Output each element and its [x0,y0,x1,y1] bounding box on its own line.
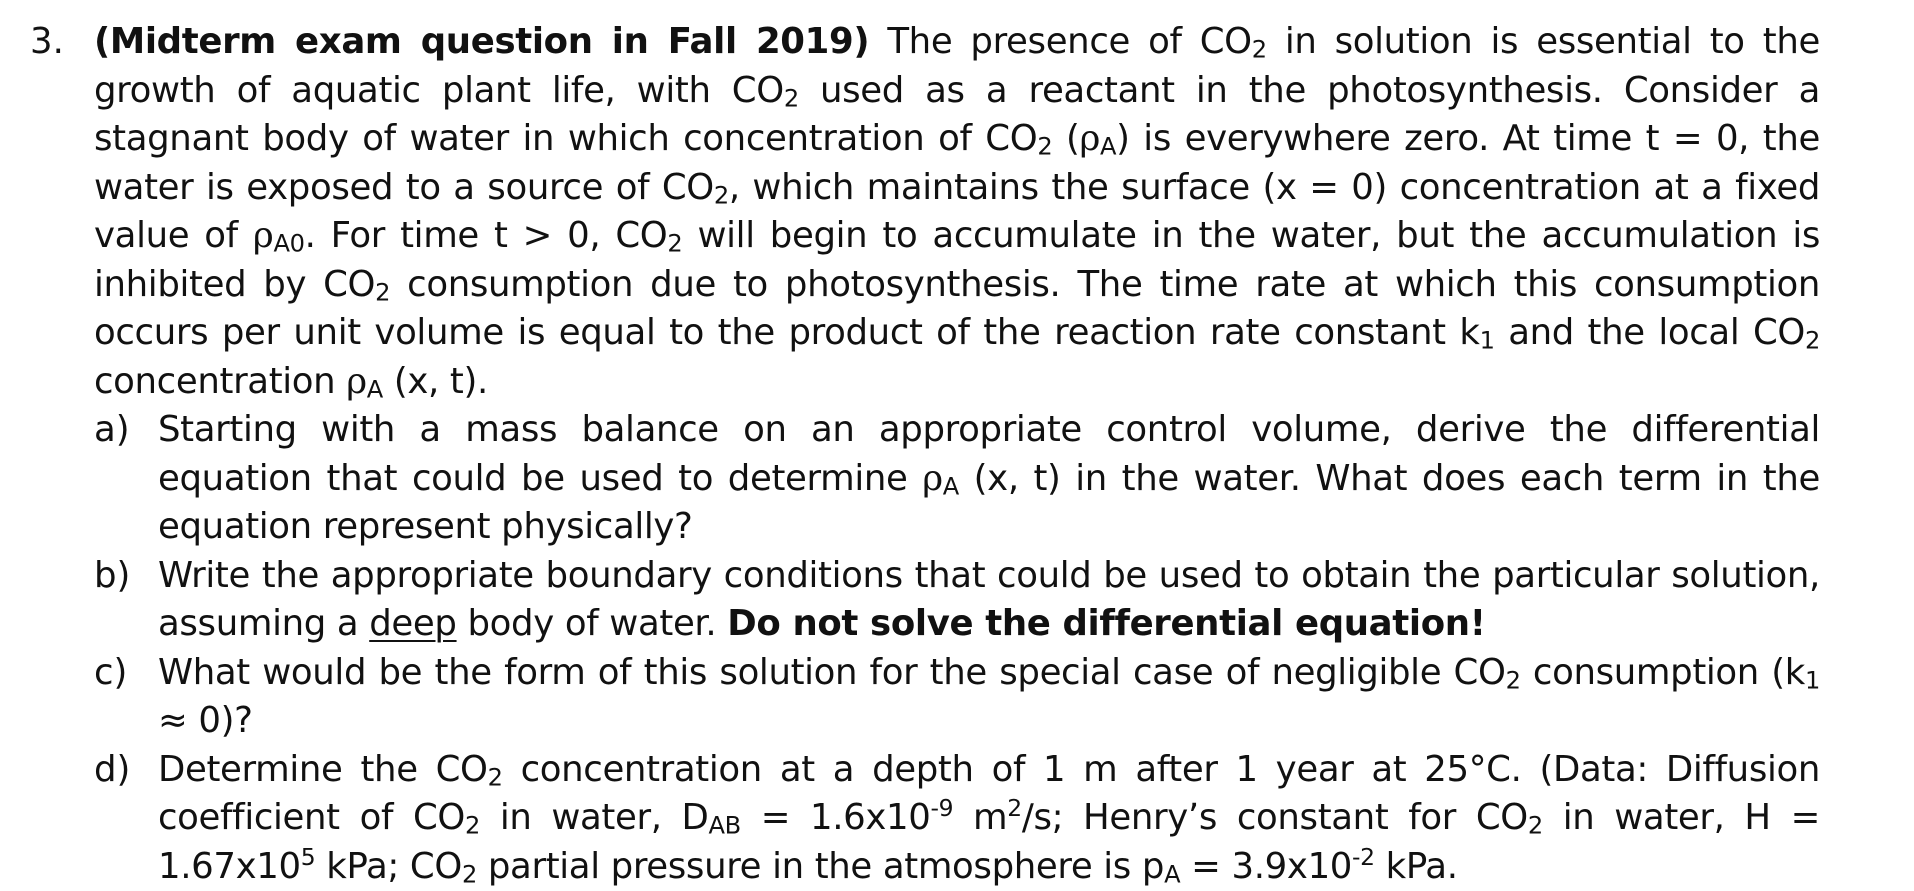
intro-text: used as a reactant in the photosynthesis. Consider a stagnant body of water in which concentration of CO [94,70,1820,160]
intro-text: in solution is essential to the growth of aquatic plant life, with CO [94,21,1820,111]
exam-document [30,18,1820,891]
part-text-run: = 1.6x10 [741,797,931,838]
underlined-word: deep [369,603,456,644]
part-text-run: in water, H = 1.67x10 [158,797,1820,887]
question-parts [94,406,1820,891]
intro-text: , which maintains the surface (x = 0) concentration at a fixed value of [94,167,1820,257]
part-text [158,746,1820,891]
question-number: 3. [30,18,64,67]
part-text-run: ≈ 0)? [158,700,253,741]
subscript-2: 2 [784,84,799,112]
part-text-run: Write the appropriate boundary conditions that could be used to obtain the particular solution, assuming a [158,555,1820,645]
part-text-run: partial pressure in the atmosphere is p [477,846,1164,887]
rho-symbol: ρ [1079,118,1100,159]
subscript-a0: A0 [273,229,304,257]
part-text-run: kPa; CO [315,846,462,887]
part-label: c) [94,649,127,698]
rho-symbol: ρ [346,361,367,402]
part-text [158,552,1820,649]
part-text-run: Determine the CO [158,749,488,790]
intro-text: The presence of CO [869,21,1252,62]
subscript-2: 2 [1037,132,1052,160]
intro-text: and the local CO [1495,312,1805,353]
subscript-2: 2 [1252,35,1267,63]
part-text [158,406,1820,552]
subscript-a: A [1100,132,1116,160]
intro-text: (x, t). [383,361,488,402]
subscript-2: 2 [1805,326,1820,354]
question-3 [30,18,1820,891]
part-text-run: body of water. [457,603,728,644]
superscript-exponent: -2 [1352,843,1375,871]
part-text-run: kPa. [1375,846,1458,887]
part-b [94,552,1820,649]
subscript-2: 2 [462,860,477,888]
part-text-run: concentration at a depth of 1 m after 1 year at 25°C. (Data: Diffusion coefficient of CO [158,749,1820,839]
intro-text: ) is everywhere zero. At time t = 0, the water is exposed to a source of CO [94,118,1820,208]
subscript-2: 2 [465,811,480,839]
superscript-exponent: -9 [931,794,954,822]
part-text-run: in water, D [480,797,709,838]
part-text-run: (x, t) in the water. What does each term in the equation represent physically? [158,458,1820,548]
question-intro [94,18,1820,406]
subscript-2: 2 [667,229,682,257]
subscript-1: 1 [1805,666,1820,694]
intro-text: concentration [94,361,346,402]
rho-symbol: ρ [253,215,274,256]
question-source: (Midterm exam question in Fall 2019) [94,21,869,62]
superscript-2: 2 [1007,794,1022,822]
subscript-a: A [943,472,959,500]
subscript-1: 1 [1480,326,1495,354]
subscript-a: A [1164,860,1180,888]
subscript-2: 2 [1528,811,1543,839]
part-text-run: Starting with a mass balance on an appropriate control volume, derive the differential equation that could be used to determine [158,409,1820,499]
subscript-2: 2 [714,181,729,209]
intro-text: . For time t > 0, CO [305,215,668,256]
intro-text: will begin to accumulate in the water, but the accumulation is inhibited by CO [94,215,1820,305]
part-text [158,649,1820,746]
part-text-run: /s; Henry’s constant for CO [1022,797,1528,838]
part-label: d) [94,746,130,795]
part-text-run: What would be the form of this solution for the special case of negligible CO [158,652,1506,693]
subscript-2: 2 [375,278,390,306]
bold-instruction: Do not solve the differential equation! [727,603,1485,644]
part-text-run: = 3.9x10 [1180,846,1352,887]
part-d [94,746,1820,891]
subscript-ab: AB [709,811,741,839]
part-text-run: consumption (k [1521,652,1805,693]
part-c [94,649,1820,746]
superscript-exponent: 5 [301,843,316,871]
subscript-a: A [367,375,383,403]
subscript-2: 2 [1506,666,1521,694]
subscript-2: 2 [488,763,503,791]
intro-text: ( [1052,118,1079,159]
intro-text: consumption due to photosynthesis. The time rate at which this consumption occurs per unit volume is equal to the product of the reaction rate constant k [94,264,1820,354]
part-label: a) [94,406,130,455]
rho-symbol: ρ [922,458,943,499]
part-a [94,406,1820,552]
part-label: b) [94,552,130,601]
part-text-run: m [953,797,1007,838]
